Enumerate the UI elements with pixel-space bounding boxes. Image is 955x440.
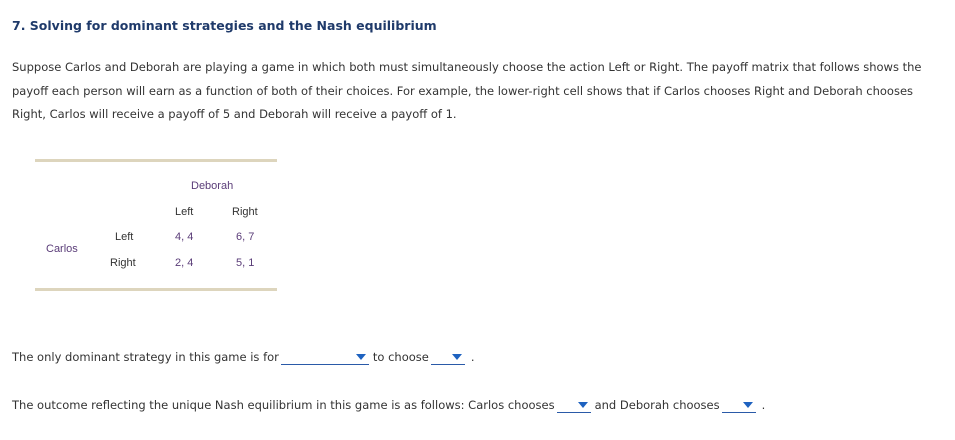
row-player-label: Carlos [46, 243, 78, 255]
column-player-label: Deborah [191, 180, 234, 192]
question1-suffix: . [470, 350, 475, 364]
question2-suffix: . [761, 398, 766, 412]
chevron-down-icon [452, 354, 462, 360]
question2-middle: and Deborah chooses [594, 398, 720, 412]
chevron-down-icon [356, 354, 366, 360]
dominant-strategy-question [12, 350, 475, 364]
column-header-right: Right [232, 206, 258, 218]
table-bottom-rule [35, 288, 277, 291]
dominant-action-dropdown[interactable] [431, 351, 465, 365]
intro-paragraph: Suppose Carlos and Deborah are playing a game in which both must simultaneously choose the action Left or Right. The payoff matrix that follows shows the payoff each person will earn as a function of both of their choices. For example, the lower-right cell shows that if Carlos chooses Right and Deborah chooses Right, Carlos will receive a payoff of 5 and Deborah will receive a payoff of 1. [12, 60, 922, 121]
chevron-down-icon [578, 402, 588, 408]
carlos-choice-dropdown[interactable] [557, 399, 591, 413]
table-top-rule [35, 159, 277, 162]
page-title: 7. Solving for dominant strategies and the Nash equilibrium [12, 18, 437, 33]
payoff-right-left: 2, 4 [175, 257, 194, 269]
payoff-right-right: 5, 1 [236, 257, 255, 269]
dominant-player-dropdown[interactable] [281, 351, 369, 365]
question1-prefix: The only dominant strategy in this game is for [12, 350, 279, 364]
payoff-left-left: 4, 4 [175, 231, 194, 243]
row-header-left: Left [115, 231, 134, 243]
column-header-left: Left [175, 206, 194, 218]
chevron-down-icon [743, 402, 753, 408]
deborah-choice-dropdown[interactable] [722, 399, 756, 413]
nash-equilibrium-question [12, 398, 765, 412]
question1-middle: to choose [372, 350, 429, 364]
payoff-left-right: 6, 7 [236, 231, 255, 243]
row-header-right: Right [110, 257, 136, 269]
question2-prefix: The outcome reflecting the unique Nash equilibrium in this game is as follows: Carlos chooses [12, 398, 555, 412]
